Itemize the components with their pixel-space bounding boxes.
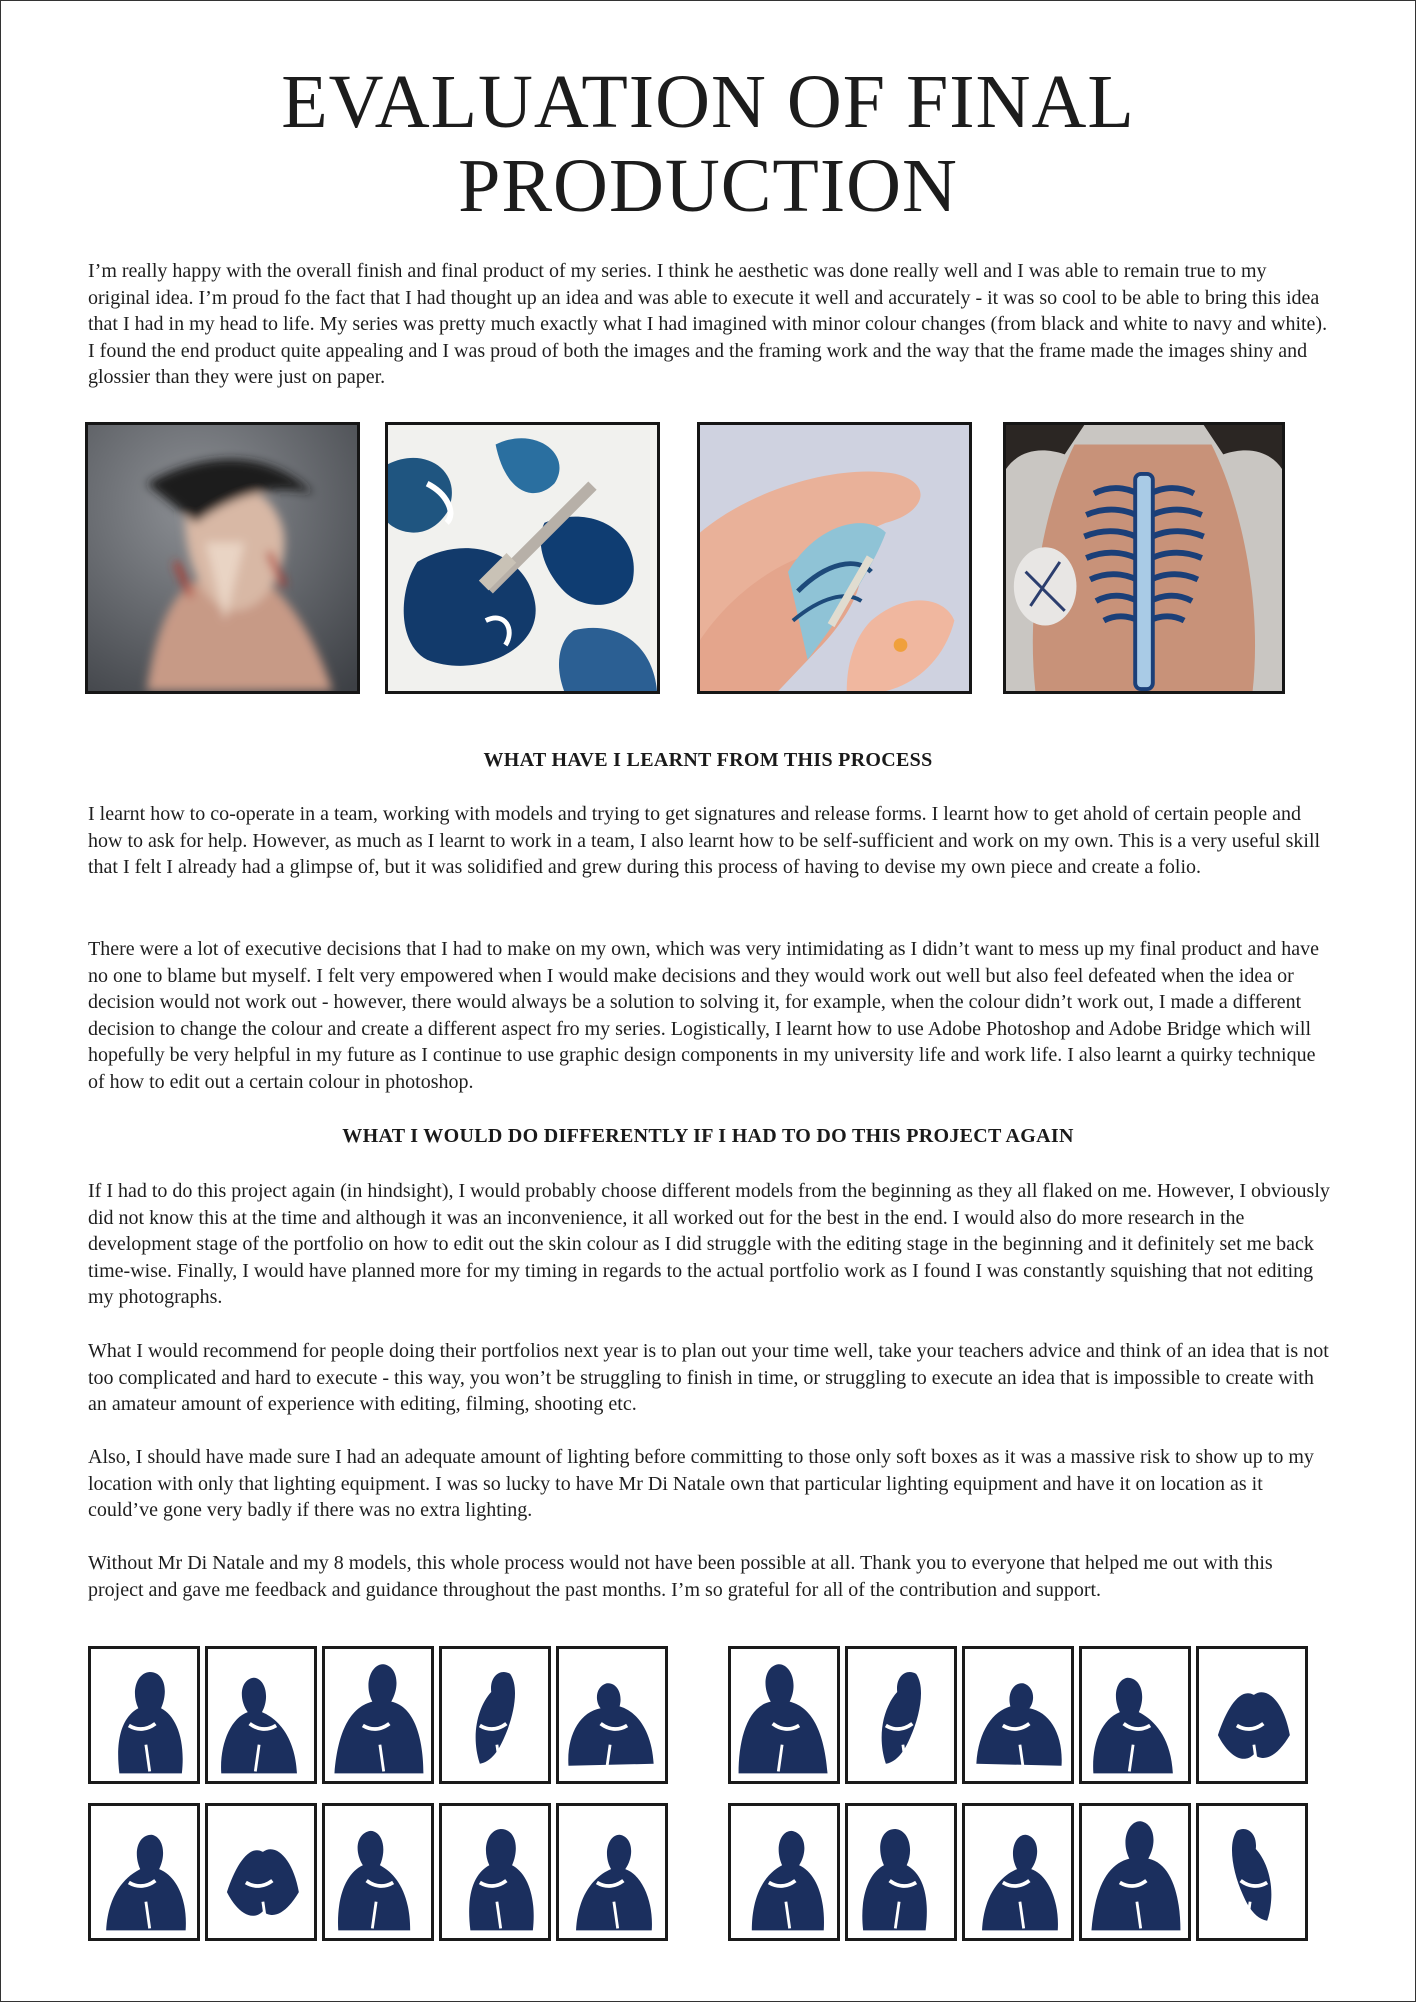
series-thumbnail (962, 1646, 1074, 1784)
blurred-portrait-photo (85, 422, 360, 694)
series-thumbnail (1196, 1803, 1308, 1941)
differently-paragraph-4: Without Mr Di Natale and my 8 models, this whole process would not have been possible at all. Thank you to everyone that helped me out with this project and gave me feedback and guidance throughout the past months. I’m so grateful for all of the contribution and support. (88, 1552, 1273, 1601)
series-thumbnail (1079, 1803, 1191, 1941)
intro-paragraph: I’m really happy with the overall finish and final product of my series. I think he aesthetic was done really well and I was able to remain true to my original idea. I’m proud fo the fact that I had thought up an idea and was able to execute it well and accurately - it was so cool to be able to bring this idea that I had in my head to life. My series was pretty much exactly what I had imagined with minor colour changes (from black and white to navy and white). I found the end product quite appealing and I was proud of both the images and the framing work and the way that the frame made the images shiny and glossier than they were just on paper. (88, 260, 1328, 389)
series-thumbnail (205, 1803, 317, 1941)
series-thumbnail (1196, 1646, 1308, 1784)
spine-body-paint-photo (1003, 422, 1285, 694)
differently-heading: WHAT I WOULD DO DIFFERENTLY IF I HAD TO DO THIS PROJECT AGAIN (342, 1125, 1074, 1147)
page-title (0, 60, 1416, 228)
series-thumbnail (88, 1803, 200, 1941)
blue-paint-palette-photo (385, 422, 660, 694)
series-thumbnail (845, 1646, 957, 1784)
series-thumbnail (556, 1803, 668, 1941)
series-thumbnail (439, 1646, 551, 1784)
series-thumbnail (962, 1803, 1074, 1941)
series-thumbnail (556, 1646, 668, 1784)
learnt-paragraph-1: I learnt how to co-operate in a team, working with models and trying to get signatures and release forms. I learnt how to get ahold of certain people and how to ask for help. However, as much as I learnt to work in a team, I also learnt how to be self-sufficient and work on my own. This is a very useful skill that I felt I already had a glimpse of, but it was solidified and grew during this process of having to devise my own piece and create a folio. (88, 803, 1321, 879)
differently-paragraph-1: If I had to do this project again (in hindsight), I would probably choose different models from the beginning as they all flaked on me. However, I obviously did not know this at the time and although it was an inconvenience, it all worked out for the best in the end. I would also do more research in the development stage of the portfolio on how to edit out the skin colour as I did struggle with the editing stage in the beginning and it definitely set me back time-wise. Finally, I would have planned more for my timing in regards to the actual portfolio work as I found I was constantly squishing that not editing my photographs. (88, 1180, 1330, 1309)
differently-paragraph-3: Also, I should have made sure I had an adequate amount of lighting before committing to those only soft boxes as it was a massive risk to show up to my location with only that lighting equipment. I was so lucky to have Mr Di Natale own that particular lighting equipment and have it on location as it could’ve gone very badly if there was no extra lighting. (88, 1446, 1314, 1522)
learnt-heading: WHAT HAVE I LEARNT FROM THIS PROCESS (483, 749, 933, 771)
differently-paragraph-2: What I would recommend for people doing their portfolios next year is to plan out your time well, take your teachers advice and think of an idea that is not too complicated and hard to execute - this way, you won’t be struggling to finish in time, or struggling to execute an idea that is impossible to create with an amateur amount of experience with editing, filming, shooting etc. (88, 1340, 1329, 1416)
painted-hand-wave-photo (697, 422, 972, 694)
series-thumbnail (88, 1646, 200, 1784)
title-line-1: EVALUATION OF FINAL (281, 60, 1135, 144)
series-thumbnail (205, 1646, 317, 1784)
title-line-2: PRODUCTION (458, 144, 958, 228)
series-thumbnail (322, 1646, 434, 1784)
series-thumbnail (1079, 1646, 1191, 1784)
series-thumbnail (439, 1803, 551, 1941)
series-thumbnail (322, 1803, 434, 1941)
series-thumbnail (728, 1646, 840, 1784)
learnt-paragraph-2: There were a lot of executive decisions that I had to make on my own, which was very intimidating as I didn’t want to mess up my final product and have no one to blame but myself. I felt very empowered when I would make decisions and they would work out well but also feel defeated when the idea or decision would not work out - however, there would always be a solution to solving it, for example, when the colour didn’t work out, I made a different decision to change the colour and create a different aspect fro my series. Logistically, I learnt how to use Adobe Photoshop and Adobe Bridge which will hopefully be very helpful in my future as I continue to use graphic design components in my university life and work life. I also learnt a quirky technique of how to edit out a certain colour in photoshop. (88, 938, 1319, 1093)
series-thumbnail (728, 1803, 840, 1941)
series-thumbnail (845, 1803, 957, 1941)
